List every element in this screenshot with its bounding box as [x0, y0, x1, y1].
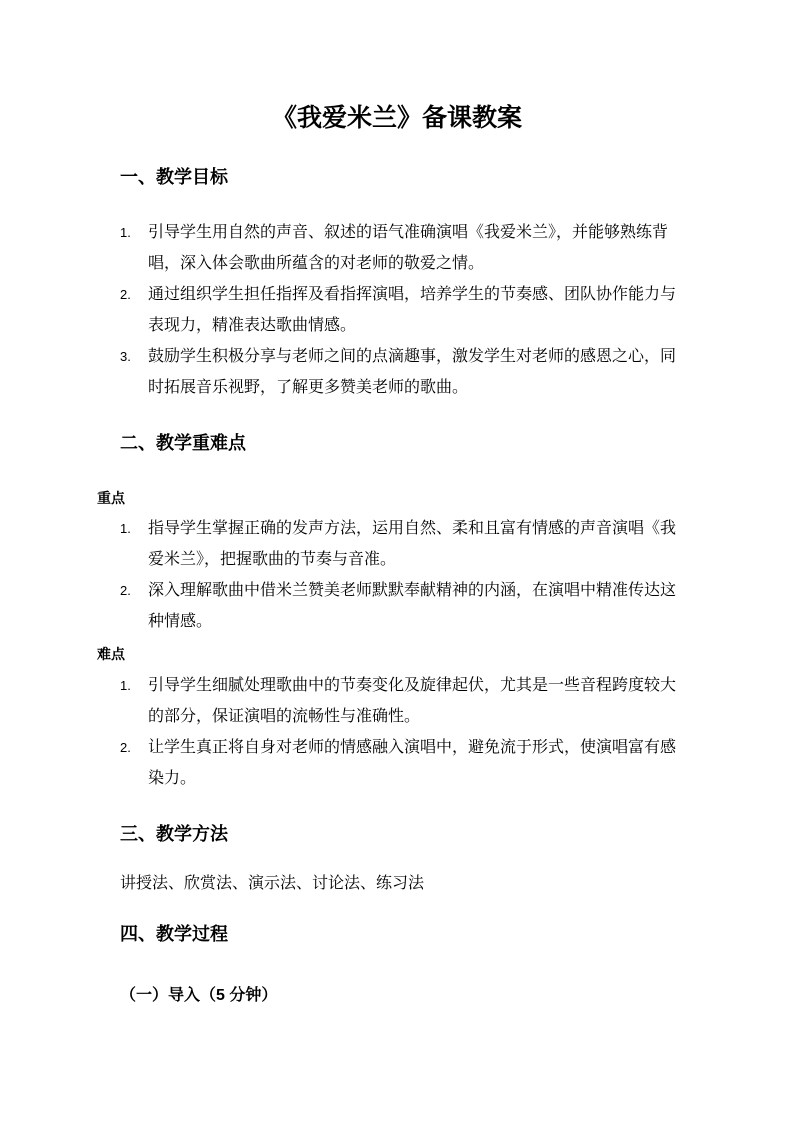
section-heading-methods: 三、教学方法: [120, 824, 228, 844]
list-text-line: 表现力，精准表达歌曲情感。: [148, 317, 357, 334]
list-number: 1.: [120, 225, 131, 240]
list-text-line: 引导学生用自然的声音、叙述的语气准确演唱《我爱米兰》，并能够熟练背: [148, 224, 669, 241]
key-point-item: [120, 575, 720, 637]
difficult-point-item: [120, 670, 720, 732]
list-number: 1.: [120, 678, 131, 693]
key-point-item: [120, 513, 720, 575]
list-number: 2.: [120, 583, 131, 598]
list-text-line: 唱，深入体会歌曲所蕴含的对老师的敬爱之情。: [148, 255, 485, 272]
process-sub-heading: （一）导入（5 分钟）: [120, 987, 278, 1004]
list-text-line: 通过组织学生担任指挥及看指挥演唱，培养学生的节奏感、团队协作能力与: [148, 286, 677, 303]
list-text-line: 指导学生掌握正确的发声方法，运用自然、柔和且富有情感的声音演唱《我: [148, 520, 677, 537]
list-text-line: 让学生真正将自身对老师的情感融入演唱中，避免流于形式，使演唱富有感: [148, 739, 677, 756]
list-text-line: 深入理解歌曲中借米兰赞美老师默默奉献精神的内涵，在演唱中精准传达这: [148, 582, 677, 599]
section-heading-key-difficult: 二、教学重难点: [120, 433, 246, 453]
difficult-points-label: 难点: [97, 646, 125, 662]
list-text-line: 的部分，保证演唱的流畅性与准确性。: [148, 708, 421, 725]
document-title: 《我爱米兰》备课教案: [271, 104, 522, 132]
objective-item: [120, 217, 720, 279]
list-text-line: 引导学生细腻处理歌曲中的节奏变化及旋律起伏，尤其是一些音程跨度较大: [148, 677, 677, 694]
methods-text: 讲授法、欣赏法、演示法、讨论法、练习法: [120, 875, 425, 892]
objective-item: [120, 341, 720, 403]
list-text-line: 鼓励学生积极分享与老师之间的点滴趣事，激发学生对老师的感恩之心，同: [148, 348, 677, 365]
section-heading-process: 四、教学过程: [120, 924, 228, 944]
list-number: 1.: [120, 521, 131, 536]
list-text-line: 时拓展音乐视野，了解更多赞美老师的歌曲。: [148, 379, 469, 396]
list-number: 2.: [120, 287, 131, 302]
list-text-line: 染力。: [148, 770, 197, 787]
key-points-label: 重点: [97, 490, 125, 506]
objective-item: [120, 279, 720, 341]
list-text-line: 种情感。: [148, 613, 213, 630]
section-heading-objectives: 一、教学目标: [120, 167, 228, 187]
list-number: 3.: [120, 349, 131, 364]
list-number: 2.: [120, 740, 131, 755]
difficult-point-item: [120, 732, 720, 794]
list-text-line: 爱米兰》，把握歌曲的节奏与音准。: [148, 551, 397, 568]
